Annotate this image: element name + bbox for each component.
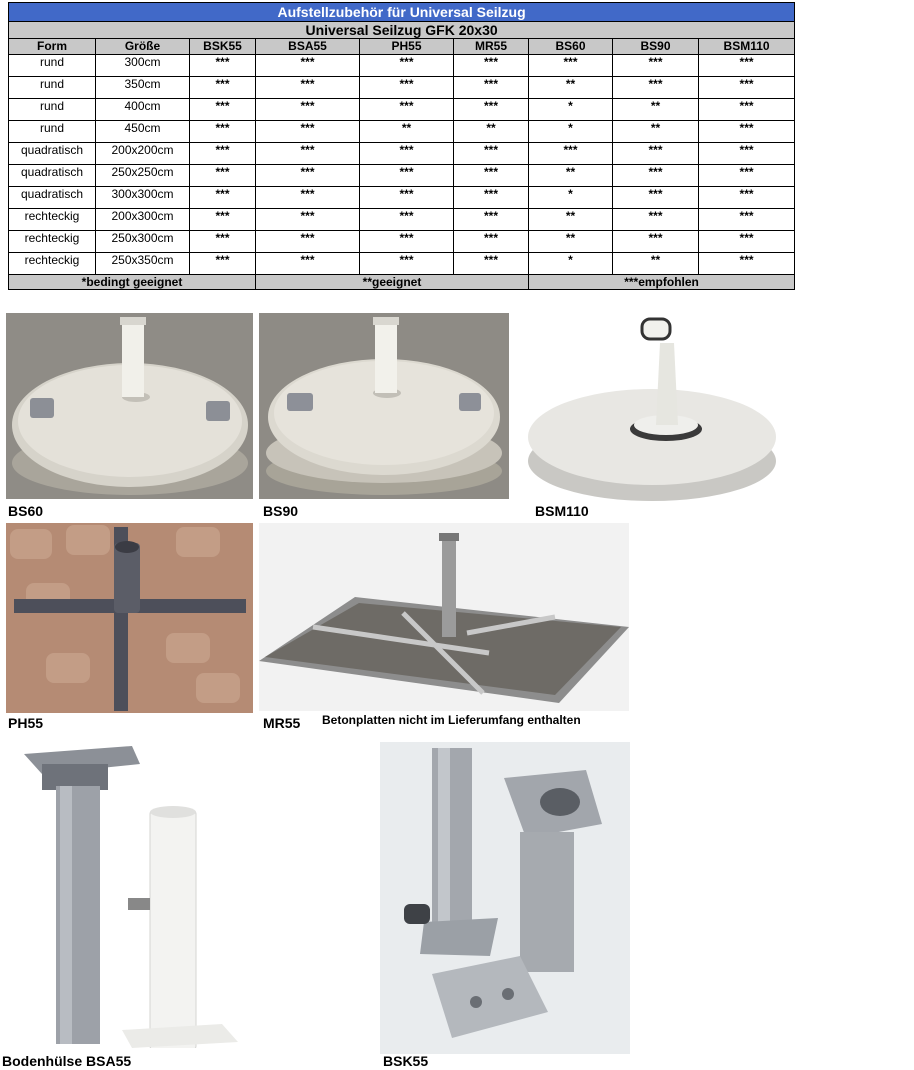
cell-size: 250x300cm [96,231,190,253]
mr55-caption: MR55 [263,715,301,731]
bs60-image [6,313,253,499]
bsk55-image [380,742,630,1054]
legend-suitable: **geeignet [256,275,529,290]
cell-rating: *** [190,231,256,253]
cell-rating: *** [699,143,795,165]
cell-rating: *** [190,121,256,143]
table-title-row [9,3,795,22]
cell-rating: * [529,121,613,143]
cell-rating: *** [454,231,529,253]
bsm110-caption: BSM110 [535,503,589,519]
cell-form: quadratisch [9,165,96,187]
table-body [9,55,795,275]
cell-size: 300x300cm [96,187,190,209]
cell-rating: *** [256,187,360,209]
cell-rating: * [529,253,613,275]
cell-rating: *** [360,253,454,275]
cell-rating: *** [360,77,454,99]
cell-rating: *** [190,99,256,121]
cell-rating: *** [699,77,795,99]
table-row [9,165,795,187]
cell-rating: *** [699,231,795,253]
cell-rating: *** [699,187,795,209]
cell-rating: *** [256,77,360,99]
cell-size: 250x250cm [96,165,190,187]
cell-rating: *** [360,55,454,77]
cell-rating: *** [613,165,699,187]
bs90-image [259,313,509,499]
cell-rating: *** [529,55,613,77]
cell-rating: *** [256,55,360,77]
cell-rating: *** [699,99,795,121]
cell-rating: ** [529,77,613,99]
bs60-caption: BS60 [8,503,44,519]
cell-rating: *** [256,165,360,187]
cell-form: rechteckig [9,209,96,231]
bsk55-caption: BSK55 [383,1053,429,1069]
cell-rating: *** [699,209,795,231]
cell-size: 200x300cm [96,209,190,231]
table-header-row [9,39,795,55]
col-header-bsa55: BSA55 [256,39,360,55]
mr55-note: Betonplatten nicht im Lieferumfang enthalten [322,713,581,727]
cell-form: quadratisch [9,143,96,165]
bsa55-image [2,740,256,1048]
table-legend-row [9,275,795,290]
cell-rating: *** [256,231,360,253]
col-header-ph55: PH55 [360,39,454,55]
cell-rating: *** [190,165,256,187]
cell-rating: *** [699,165,795,187]
cell-rating: *** [454,209,529,231]
cell-rating: *** [454,165,529,187]
cell-rating: *** [454,99,529,121]
cell-rating: *** [360,99,454,121]
cell-rating: *** [360,209,454,231]
accessory-table [8,2,795,290]
cell-rating: *** [256,121,360,143]
table-row [9,77,795,99]
ph55-caption: PH55 [8,715,44,731]
cell-size: 400cm [96,99,190,121]
cell-rating: ** [360,121,454,143]
cell-rating: *** [699,253,795,275]
cell-rating: *** [454,55,529,77]
col-header-mr55: MR55 [454,39,529,55]
table-row [9,231,795,253]
cell-rating: *** [613,77,699,99]
cell-rating: *** [360,187,454,209]
cell-rating: *** [190,143,256,165]
cell-rating: *** [256,99,360,121]
cell-rating: *** [529,143,613,165]
cell-rating: * [529,187,613,209]
cell-rating: ** [454,121,529,143]
cell-size: 450cm [96,121,190,143]
cell-rating: * [529,99,613,121]
col-header-bsm110: BSM110 [699,39,795,55]
cell-rating: *** [613,143,699,165]
cell-rating: *** [613,55,699,77]
table-row [9,253,795,275]
cell-rating: ** [613,99,699,121]
cell-rating: *** [190,55,256,77]
col-header-size: Größe [96,39,190,55]
cell-form: rechteckig [9,231,96,253]
cell-rating: *** [360,143,454,165]
cell-form: quadratisch [9,187,96,209]
col-header-bs60: BS60 [529,39,613,55]
cell-rating: ** [613,121,699,143]
accessory-table-container [8,2,794,290]
cell-rating: *** [454,187,529,209]
bsa55-caption: Bodenhülse BSA55 [2,1053,132,1069]
table-row [9,209,795,231]
table-row [9,143,795,165]
cell-rating: *** [190,77,256,99]
table-row [9,99,795,121]
cell-rating: *** [699,121,795,143]
table-row [9,121,795,143]
cell-rating: *** [454,253,529,275]
mr55-image [259,523,629,711]
cell-rating: *** [256,253,360,275]
legend-conditional: *bedingt geeignet [9,275,256,290]
cell-form: rund [9,99,96,121]
cell-size: 250x350cm [96,253,190,275]
col-header-bs90: BS90 [613,39,699,55]
legend-recommended: ***empfohlen [529,275,795,290]
table-row [9,55,795,77]
cell-rating: *** [613,231,699,253]
bs90-caption: BS90 [263,503,299,519]
cell-rating: *** [190,187,256,209]
cell-rating: *** [613,187,699,209]
cell-form: rund [9,77,96,99]
table-subtitle: Universal Seilzug GFK 20x30 [9,22,795,39]
cell-rating: *** [360,231,454,253]
col-header-bsk55: BSK55 [190,39,256,55]
cell-size: 300cm [96,55,190,77]
ph55-image [6,523,253,713]
cell-form: rechteckig [9,253,96,275]
cell-rating: *** [699,55,795,77]
cell-rating: ** [529,231,613,253]
cell-size: 350cm [96,77,190,99]
cell-rating: ** [529,209,613,231]
table-title: Aufstellzubehör für Universal Seilzug [9,3,795,22]
cell-rating: *** [256,209,360,231]
cell-rating: *** [454,77,529,99]
cell-rating: *** [360,165,454,187]
cell-size: 200x200cm [96,143,190,165]
cell-rating: *** [256,143,360,165]
cell-rating: *** [190,209,256,231]
cell-rating: *** [454,143,529,165]
cell-rating: *** [190,253,256,275]
cell-form: rund [9,55,96,77]
cell-form: rund [9,121,96,143]
cell-rating: ** [613,253,699,275]
cell-rating: *** [613,209,699,231]
table-row [9,187,795,209]
table-subtitle-row [9,22,795,39]
bsm110-image [526,313,778,503]
col-header-form: Form [9,39,96,55]
cell-rating: ** [529,165,613,187]
